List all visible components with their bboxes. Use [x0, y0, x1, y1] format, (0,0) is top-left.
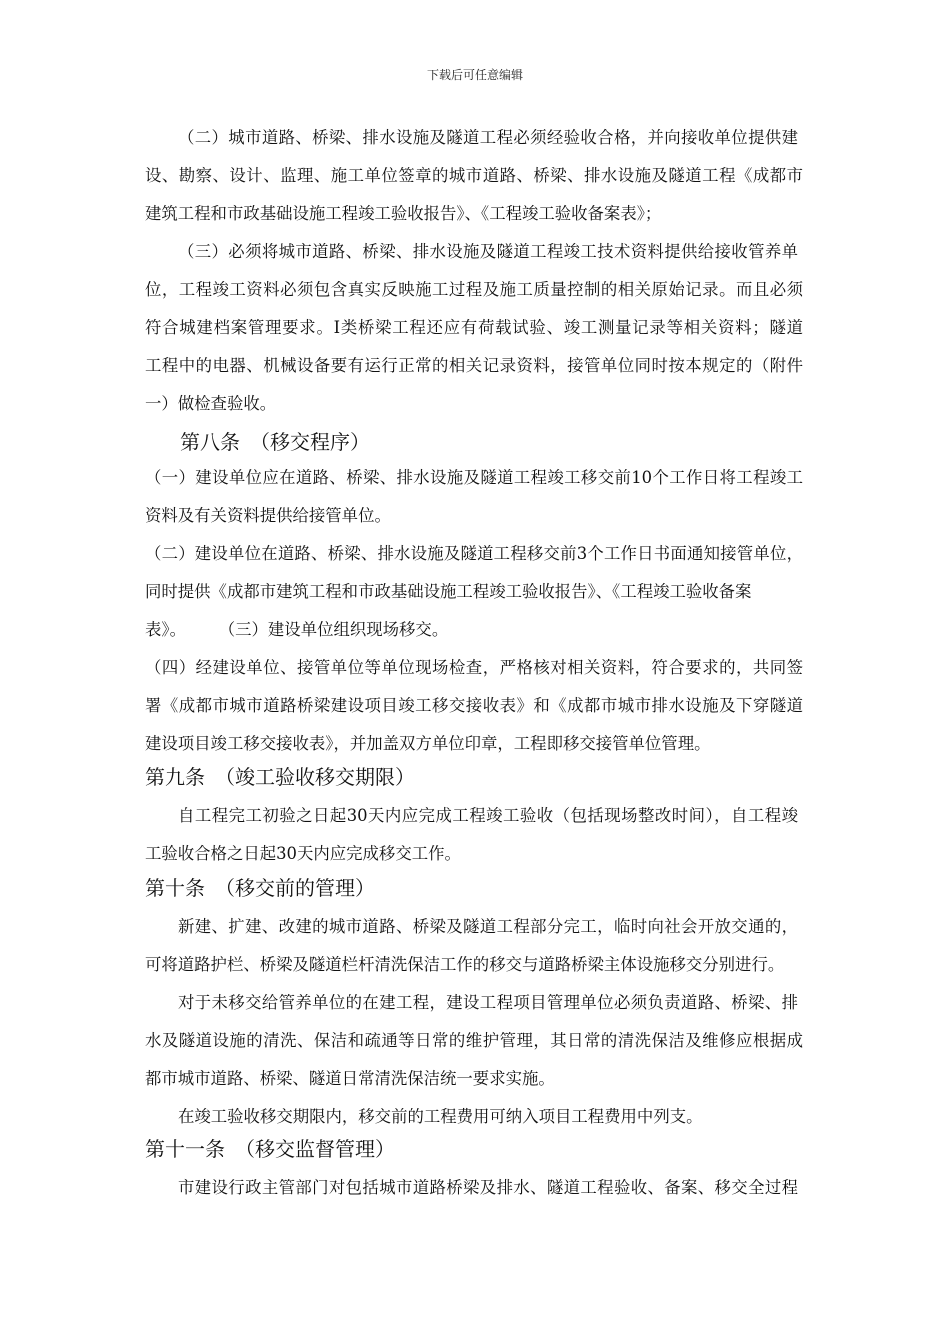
- body-line: （四）经建设单位、接管单位等单位现场检查，严格核对相关资料，符合要求的，共同签: [145, 658, 803, 677]
- body-line: 工验收合格之日起30天内应完成移交工作。: [145, 844, 461, 863]
- body-line: （三）必须将城市道路、桥梁、排水设施及隧道工程竣工技术资料提供给接收管养单: [178, 242, 798, 261]
- body-line: 表》。 （三）建设单位组织现场移交。: [145, 620, 449, 639]
- body-line: 可将道路护栏、桥梁及隧道栏杆清洗保洁工作的移交与道路桥梁主体设施移交分别进行。: [145, 955, 785, 974]
- body-line: 建筑工程和市政基础设施工程竣工验收报告》、《工程竣工验收备案表》；: [145, 204, 662, 223]
- body-line: 符合城建档案管理要求。Ⅰ类桥梁工程还应有荷载试验、竣工测量记录等相关资料；隧道: [145, 318, 803, 337]
- body-line: 同时提供《成都市建筑工程和市政基础设施工程竣工验收报告》、《工程竣工验收备案: [145, 582, 752, 601]
- body-line: （二）城市道路、桥梁、排水设施及隧道工程必须经验收合格，并向接收单位提供建: [178, 128, 798, 147]
- article-heading: 第八条 （移交程序）: [180, 430, 370, 454]
- body-line: （一）建设单位应在道路、桥梁、排水设施及隧道工程竣工移交前10个工作日将工程竣工: [145, 468, 803, 487]
- body-line: 新建、扩建、改建的城市道路、桥梁及隧道工程部分完工，临时向社会开放交通的，: [178, 917, 798, 936]
- body-line: 资料及有关资料提供给接管单位。: [145, 506, 391, 525]
- body-line: 自工程完工初验之日起30天内应完成工程竣工验收（包括现场整改时间），自工程竣: [178, 806, 798, 825]
- body-line: 水及隧道设施的清洗、保洁和疏通等日常的维护管理，其日常的清洗保洁及维修应根据成: [145, 1031, 803, 1050]
- body-line: 一）做检查验收。: [145, 394, 277, 413]
- body-line: 建设项目竣工移交接收表》，并加盖双方单位印章，工程即移交接管单位管理。: [145, 734, 711, 753]
- body-line: 在竣工验收移交期限内，移交前的工程费用可纳入项目工程费用中列支。: [178, 1107, 703, 1126]
- body-line: 对于未移交给管养单位的在建工程，建设工程项目管理单位必须负责道路、桥梁、排: [178, 993, 798, 1012]
- body-line: 都市城市道路、桥梁、隧道日常清洗保洁统一要求实施。: [145, 1069, 555, 1088]
- body-line: （二）建设单位在道路、桥梁、排水设施及隧道工程移交前3个工作日书面通知接管单位，: [145, 544, 803, 563]
- body-line: 署《成都市城市道路桥梁建设项目竣工移交接收表》和《成都市城市排水设施及下穿隧道: [145, 696, 803, 715]
- body-line: 设、勘察、设计、监理、施工单位签章的城市道路、桥梁、排水设施及隧道工程《成都市: [145, 166, 803, 185]
- article-heading: 第十条 （移交前的管理）: [145, 876, 375, 900]
- article-heading: 第十一条 （移交监督管理）: [145, 1137, 395, 1161]
- body-line: 位，工程竣工资料必须包含真实反映施工过程及施工质量控制的相关原始记录。而且必须: [145, 280, 803, 299]
- article-heading: 第九条 （竣工验收移交期限）: [145, 765, 415, 789]
- page-header: 下载后可任意编辑: [426, 68, 523, 82]
- body-line: 工程中的电器、机械设备要有运行正常的相关记录资料，接管单位同时按本规定的（附件: [145, 356, 803, 375]
- body-line: 市建设行政主管部门对包括城市道路桥梁及排水、隧道工程验收、备案、移交全过程: [178, 1178, 798, 1197]
